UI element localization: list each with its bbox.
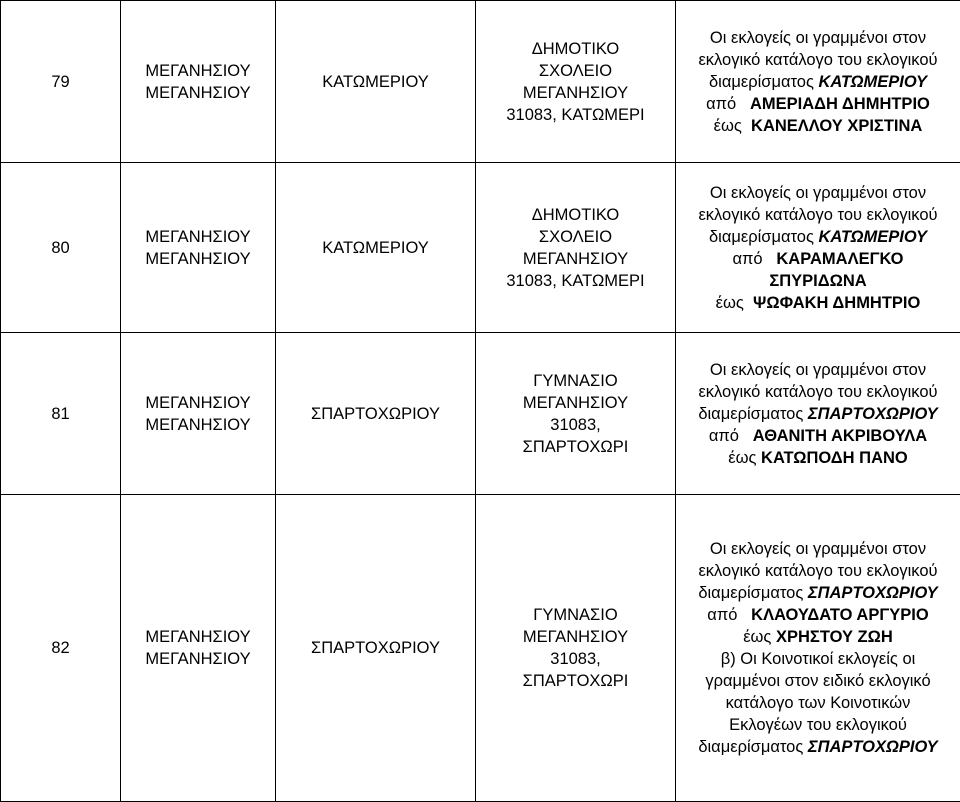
table-row bbox=[1, 495, 960, 802]
to-name: ΚΑΝΕΛΛΟΥ ΧΡΙΣΤΙΝΑ bbox=[751, 116, 923, 135]
district-name: ΚΑΤΩΜΕΡΙΟΥ bbox=[818, 227, 928, 246]
district-name: ΣΠΑΡΤΟΧΩΡΙΟΥ bbox=[807, 404, 938, 423]
to-name: ΨΩΦΑΚΗ ΔΗΜΗΤΡΙΟ bbox=[753, 293, 921, 312]
municipality-cell: ΜΕΓΑΝΗΣΙΟΥ ΜΕΓΑΝΗΣΙΟΥ bbox=[121, 163, 276, 333]
location-cell: ΓΥΜΝΑΣΙΟ ΜΕΓΑΝΗΣΙΟΥ 31083, ΣΠΑΡΤΟΧΩΡΙ bbox=[476, 495, 676, 802]
from-name: ΑΘΑΝΙΤΗ ΑΚΡΙΒΟΥΛΑ bbox=[752, 426, 928, 445]
district-name: ΣΠΑΡΤΟΧΩΡΙΟΥ bbox=[807, 738, 938, 756]
from-name: ΑΜΕΡΙΑΔΗ ΔΗΜΗΤΡΙΟ bbox=[750, 94, 930, 113]
table-row bbox=[1, 333, 960, 495]
municipality-cell: ΜΕΓΑΝΗΣΙΟΥ ΜΕΓΑΝΗΣΙΟΥ bbox=[121, 495, 276, 802]
district-name: ΚΑΤΩΜΕΡΙΟΥ bbox=[818, 72, 928, 91]
to-name: ΧΡΗΣΤΟΥ ΖΩΗ bbox=[775, 628, 893, 646]
from-name-cont: ΣΠΥΡΙΔΩΝΑ bbox=[769, 271, 867, 290]
district-cell: ΣΠΑΡΤΟΧΩΡΙΟΥ bbox=[276, 495, 476, 802]
location-cell: ΓΥΜΝΑΣΙΟ ΜΕΓΑΝΗΣΙΟΥ 31083, ΣΠΑΡΤΟΧΩΡΙ bbox=[476, 333, 676, 495]
voters-description: Οι εκλογείς οι γραμμένοι στον εκλογικό κατάλογο του εκλογικού διαμερίσματος ΚΑΤΩΜΕΡΙΟΥ από ΑΜΕΡΙΑΔΗ ΔΗΜΗΤΡΙΟ έως ΚΑΝΕΛΛΟΥ ΧΡΙΣΤΙΝΑ bbox=[676, 1, 960, 163]
municipality-cell: ΜΕΓΑΝΗΣΙΟΥ ΜΕΓΑΝΗΣΙΟΥ bbox=[121, 1, 276, 163]
table-row bbox=[1, 163, 960, 333]
district-name: ΣΠΑΡΤΟΧΩΡΙΟΥ bbox=[807, 584, 938, 602]
station-number: 81 bbox=[1, 333, 121, 495]
table-row bbox=[1, 1, 960, 163]
voters-description: Οι εκλογείς οι γραμμένοι στον εκλογικό κατάλογο του εκλογικού διαμερίσματος ΚΑΤΩΜΕΡΙΟΥ από ΚΑΡΑΜΑΛΕΓΚΟ ΣΠΥΡΙΔΩΝΑ έως ΨΩΦΑΚΗ ΔΗΜΗΤΡΙΟ bbox=[676, 163, 960, 333]
district-cell: ΣΠΑΡΤΟΧΩΡΙΟΥ bbox=[276, 333, 476, 495]
station-number: 79 bbox=[1, 1, 121, 163]
location-cell: ΔΗΜΟΤΙΚΟ ΣΧΟΛΕΙΟ ΜΕΓΑΝΗΣΙΟΥ 31083, ΚΑΤΩΜΕΡΙ bbox=[476, 163, 676, 333]
station-number: 82 bbox=[1, 495, 121, 802]
voters-description: Οι εκλογείς οι γραμμένοι στον εκλογικό κατάλογο του εκλογικού διαμερίσματος ΣΠΑΡΤΟΧΩΡΙΟΥ από ΚΛΑΟΥΔΑΤΟ ΑΡΓΥΡΙΟ έως ΧΡΗΣΤΟΥ ΖΩΗ β) Οι Κοινοτικοί εκλογείς οι γραμμένοι στον ειδικό εκλογικό κατάλογο των Κοινοτικών Εκλογέων του εκλογικού διαμερίσματος ΣΠΑΡΤΟΧΩΡΙΟΥ bbox=[676, 495, 960, 802]
to-name: ΚΑΤΩΠΟΔΗ ΠΑΝΟ bbox=[761, 448, 908, 467]
municipality-cell: ΜΕΓΑΝΗΣΙΟΥ ΜΕΓΑΝΗΣΙΟΥ bbox=[121, 333, 276, 495]
district-cell: ΚΑΤΩΜΕΡΙΟΥ bbox=[276, 1, 476, 163]
from-name: ΚΑΡΑΜΑΛΕΓΚΟ bbox=[776, 249, 904, 268]
voters-description: Οι εκλογείς οι γραμμένοι στον εκλογικό κατάλογο του εκλογικού διαμερίσματος ΣΠΑΡΤΟΧΩΡΙΟΥ από ΑΘΑΝΙΤΗ ΑΚΡΙΒΟΥΛΑ έως ΚΑΤΩΠΟΔΗ ΠΑΝΟ bbox=[676, 333, 960, 495]
location-cell: ΔΗΜΟΤΙΚΟ ΣΧΟΛΕΙΟ ΜΕΓΑΝΗΣΙΟΥ 31083, ΚΑΤΩΜΕΡΙ bbox=[476, 1, 676, 163]
from-name: ΚΛΑΟΥΔΑΤΟ ΑΡΓΥΡΙΟ bbox=[751, 606, 929, 624]
district-cell: ΚΑΤΩΜΕΡΙΟΥ bbox=[276, 163, 476, 333]
station-number: 80 bbox=[1, 163, 121, 333]
